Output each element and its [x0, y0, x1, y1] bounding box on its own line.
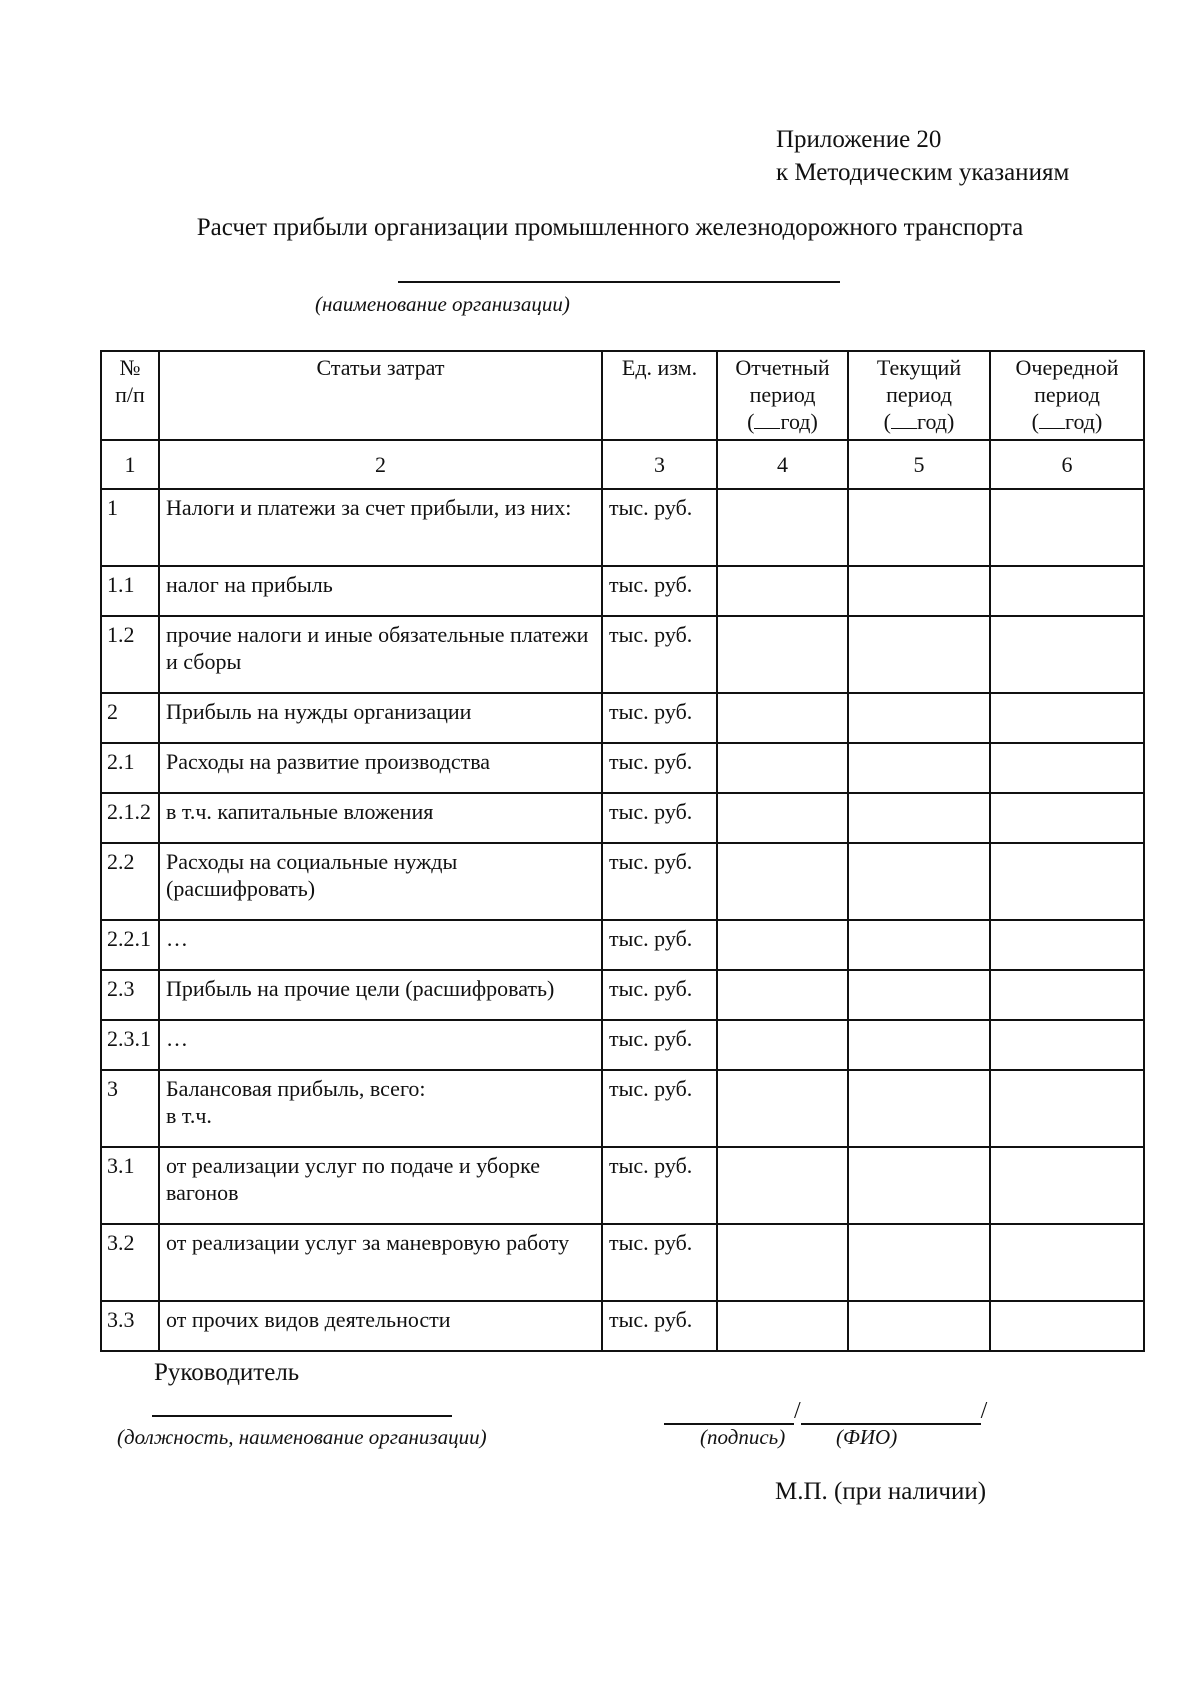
table-row: [101, 1070, 1144, 1147]
value-cell-current[interactable]: [848, 920, 990, 970]
row-item-text: Прибыль на прочие цели (расшифровать): [166, 976, 555, 1001]
value-cell-next[interactable]: [990, 1070, 1144, 1147]
value-cell-next[interactable]: [990, 1301, 1144, 1351]
table-row: [101, 970, 1144, 1020]
table-row: [101, 693, 1144, 743]
appendix-document: к Методическим указаниям: [776, 159, 1070, 186]
value-cell-reporting[interactable]: [717, 1147, 848, 1224]
row-item-text: от прочих видов деятельности: [166, 1307, 451, 1332]
header-next-label: Очередной: [1015, 355, 1119, 380]
table-row: [101, 793, 1144, 843]
value-cell-current[interactable]: [848, 1224, 990, 1301]
value-cell-next[interactable]: [990, 693, 1144, 743]
year-field[interactable]: [884, 408, 955, 435]
table-row: [101, 616, 1144, 693]
column-number: 3: [602, 440, 717, 489]
column-number: 6: [990, 440, 1144, 489]
year-close: год): [780, 409, 818, 434]
row-item: [159, 489, 602, 566]
row-item-text: Балансовая прибыль, всего:: [166, 1076, 426, 1101]
row-item: [159, 1147, 602, 1224]
row-number: 3.3: [101, 1301, 159, 1351]
value-cell-reporting[interactable]: [717, 793, 848, 843]
row-number: 1.1: [101, 566, 159, 616]
year-open: (: [1031, 409, 1039, 434]
value-cell-current[interactable]: [848, 970, 990, 1020]
column-number-row: [101, 440, 1144, 489]
row-number: 1.2: [101, 616, 159, 693]
value-cell-reporting[interactable]: [717, 843, 848, 920]
value-cell-reporting[interactable]: [717, 970, 848, 1020]
row-item-text: от реализации услуг за маневровую работу: [166, 1230, 570, 1255]
row-number: 2.1: [101, 743, 159, 793]
year-field[interactable]: [747, 408, 818, 435]
year-blank: [754, 428, 780, 429]
row-item-text: налог на прибыль: [166, 572, 333, 597]
value-cell-reporting[interactable]: [717, 743, 848, 793]
value-cell-reporting[interactable]: [717, 693, 848, 743]
signature-caption: (подпись): [700, 1425, 786, 1449]
value-cell-next[interactable]: [990, 489, 1144, 566]
row-unit: тыс. руб.: [602, 920, 717, 970]
row-item-text: …: [166, 1026, 188, 1051]
value-cell-current[interactable]: [848, 743, 990, 793]
row-item-text: Расходы на социальные нужды (расшифровать): [166, 849, 458, 901]
profit-calculation-table: [100, 350, 1145, 1352]
value-cell-reporting[interactable]: [717, 920, 848, 970]
row-number: 2: [101, 693, 159, 743]
value-cell-next[interactable]: [990, 743, 1144, 793]
header-reporting-label: Отчетный: [735, 355, 830, 380]
value-cell-next[interactable]: [990, 616, 1144, 693]
row-item: [159, 1224, 602, 1301]
value-cell-next[interactable]: [990, 1224, 1144, 1301]
value-cell-reporting[interactable]: [717, 1224, 848, 1301]
row-unit: тыс. руб.: [602, 743, 717, 793]
row-number: 3: [101, 1070, 159, 1147]
table-row: [101, 743, 1144, 793]
row-item: [159, 693, 602, 743]
value-cell-next[interactable]: [990, 843, 1144, 920]
row-item: [159, 970, 602, 1020]
row-item: [159, 616, 602, 693]
header-period-label: период: [749, 382, 816, 407]
row-number: 2.2: [101, 843, 159, 920]
header-current-label: Текущий: [876, 355, 962, 380]
value-cell-current[interactable]: [848, 566, 990, 616]
table-row: [101, 566, 1144, 616]
row-item: [159, 566, 602, 616]
value-cell-next[interactable]: [990, 1147, 1144, 1224]
slash-separator: /: [980, 1398, 988, 1424]
row-item: [159, 1301, 602, 1351]
row-unit: тыс. руб.: [602, 1070, 717, 1147]
value-cell-current[interactable]: [848, 843, 990, 920]
row-item: [159, 1020, 602, 1070]
value-cell-current[interactable]: [848, 489, 990, 566]
column-number: 2: [159, 440, 602, 489]
row-unit: тыс. руб.: [602, 1301, 717, 1351]
row-unit: тыс. руб.: [602, 693, 717, 743]
appendix-reference: [776, 123, 1069, 189]
table-header-row: [101, 351, 1144, 440]
table-row: [101, 1020, 1144, 1070]
fio-blank: [801, 1401, 981, 1425]
header-items: Статьи затрат: [159, 351, 602, 440]
row-item-text: от реализации услуг по подаче и уборке вагонов: [166, 1153, 541, 1205]
row-item: [159, 843, 602, 920]
organization-name-caption: (наименование организации): [315, 292, 570, 316]
header-num: [101, 351, 159, 440]
row-item: [159, 920, 602, 970]
manager-label: Руководитель: [154, 1359, 300, 1386]
row-item-text: прочие налоги и иные обязательные платежи и сборы: [166, 622, 589, 674]
column-number: 4: [717, 440, 848, 489]
position-caption: (должность, наименование организации): [117, 1425, 487, 1449]
row-item-text: в т.ч. капитальные вложения: [166, 799, 434, 824]
value-cell-reporting[interactable]: [717, 489, 848, 566]
row-number: 2.1.2: [101, 793, 159, 843]
row-number: 2.3: [101, 970, 159, 1020]
header-current-period: [848, 351, 990, 440]
row-item-text: Прибыль на нужды организации: [166, 699, 472, 724]
row-item-subtext: в т.ч.: [166, 1103, 212, 1128]
fio-caption: (ФИО): [836, 1425, 898, 1449]
slash-separator: /: [794, 1398, 801, 1424]
year-open: (: [883, 409, 891, 434]
row-item-text: Налоги и платежи за счет прибыли, из них:: [166, 495, 572, 520]
row-unit: тыс. руб.: [602, 970, 717, 1020]
value-cell-current[interactable]: [848, 693, 990, 743]
header-num-line1: №: [119, 355, 141, 380]
table-row: [101, 920, 1144, 970]
year-blank: [1039, 428, 1065, 429]
position-signature-line[interactable]: [152, 1415, 452, 1417]
row-number: 3.1: [101, 1147, 159, 1224]
value-cell-reporting[interactable]: [717, 1020, 848, 1070]
row-number: 3.2: [101, 1224, 159, 1301]
value-cell-reporting[interactable]: [717, 1301, 848, 1351]
appendix-number: Приложение 20: [776, 126, 942, 153]
row-unit: тыс. руб.: [602, 793, 717, 843]
signature-fio-line[interactable]: [664, 1398, 987, 1425]
table-row: [101, 1147, 1144, 1224]
row-number: 2.2.1: [101, 920, 159, 970]
value-cell-next[interactable]: [990, 1020, 1144, 1070]
year-close: год): [916, 409, 955, 434]
header-num-line2: п/п: [115, 382, 145, 407]
row-unit: тыс. руб.: [602, 1224, 717, 1301]
table-row: [101, 1224, 1144, 1301]
table-row: [101, 1301, 1144, 1351]
value-cell-current[interactable]: [848, 1301, 990, 1351]
row-unit: тыс. руб.: [602, 566, 717, 616]
header-next-period: [990, 351, 1144, 440]
year-open: (: [747, 409, 755, 434]
header-period-label: период: [1034, 382, 1100, 407]
row-item: [159, 793, 602, 843]
value-cell-reporting[interactable]: [717, 566, 848, 616]
value-cell-reporting[interactable]: [717, 1070, 848, 1147]
header-unit: Ед. изм.: [602, 351, 717, 440]
row-unit: тыс. руб.: [602, 1020, 717, 1070]
year-blank: [891, 428, 917, 429]
value-cell-current[interactable]: [848, 616, 990, 693]
value-cell-current[interactable]: [848, 1147, 990, 1224]
column-number: 5: [848, 440, 990, 489]
value-cell-current[interactable]: [848, 1020, 990, 1070]
document-title: Расчет прибыли организации промышленного железнодорожного транспорта: [196, 214, 1024, 241]
year-field[interactable]: [1032, 408, 1103, 435]
row-item-text: Расходы на развитие производства: [166, 749, 491, 774]
row-unit: тыс. руб.: [602, 1147, 717, 1224]
value-cell-reporting[interactable]: [717, 616, 848, 693]
row-item-text: …: [166, 926, 188, 951]
table-row: [101, 843, 1144, 920]
value-cell-next[interactable]: [990, 793, 1144, 843]
row-item: [159, 743, 602, 793]
value-cell-next[interactable]: [990, 566, 1144, 616]
header-reporting-period: [717, 351, 848, 440]
row-number: 2.3.1: [101, 1020, 159, 1070]
value-cell-current[interactable]: [848, 1070, 990, 1147]
value-cell-next[interactable]: [990, 970, 1144, 1020]
organization-name-line: [398, 281, 840, 283]
year-close: год): [1064, 409, 1103, 434]
row-unit: тыс. руб.: [602, 616, 717, 693]
value-cell-next[interactable]: [990, 920, 1144, 970]
header-period-label: период: [886, 382, 952, 407]
row-number: 1: [101, 489, 159, 566]
row-item: [159, 1070, 602, 1147]
row-unit: тыс. руб.: [602, 843, 717, 920]
table-row: [101, 489, 1144, 566]
signature-blank: [664, 1401, 794, 1425]
row-unit: тыс. руб.: [602, 489, 717, 566]
stamp-note: М.П. (при наличии): [775, 1478, 987, 1505]
column-number: 1: [101, 440, 159, 489]
value-cell-current[interactable]: [848, 793, 990, 843]
